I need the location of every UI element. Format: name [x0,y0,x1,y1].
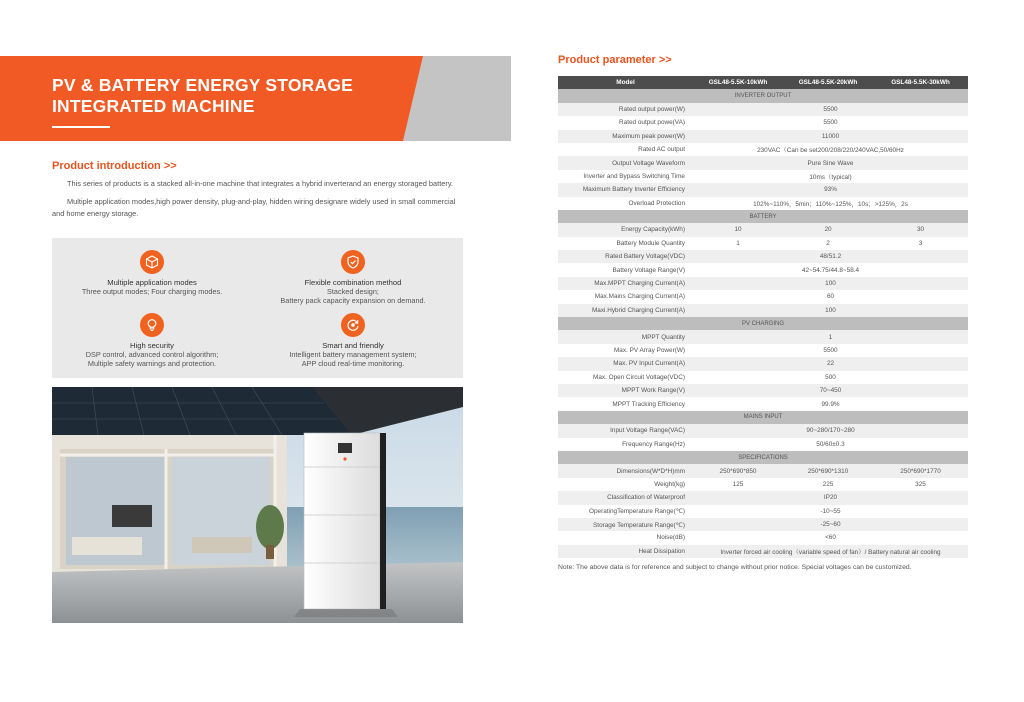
parameter-label: Rated AC output [558,143,693,156]
parameter-label: Max. Open Circuit Voltage(VDC) [558,371,693,384]
table-row [558,130,968,143]
parameter-value: 5500 [693,344,968,357]
feature-desc: DSP control, advanced control algorithm; [85,350,219,359]
parameter-value: 325 [873,478,968,491]
table-row [558,397,968,410]
feature-desc: Intelligent battery management system; [289,350,417,359]
parameter-value: 11000 [693,130,968,143]
category-label: BATTERY [558,210,968,223]
parameter-label: Weight(kg) [558,478,693,491]
parameter-value: 22 [693,357,968,370]
category-row [558,317,968,330]
parameter-label: Rated Battery Voltage(VDC) [558,250,693,263]
parameter-value: Inverter forced air cooling（variable speed of fan）/ Battery natural air cooling [693,545,968,558]
table-header-row [558,76,968,89]
product-photo [52,387,463,623]
parameter-value: <60 [693,531,968,544]
parameter-label: Maximum Battery Inverter Efficiency [558,183,693,196]
parameter-label: MPPT Quantity [558,330,693,343]
house-scene-illustration [52,387,463,623]
parameter-value: 50/60±0.3 [693,438,968,451]
parameter-value: 1 [693,237,783,250]
intro-text [52,178,464,220]
parameter-label: OperatingTemperature Range(℃) [558,505,693,518]
intro-paragraph-2: Multiple application modes,high power density, plug-and-play, hidden wiring designare widely used in small commercial and home energy storage. [52,197,456,218]
parameter-value: 99.9% [693,397,968,410]
product-parameter-table [558,76,968,558]
table-row [558,384,968,397]
table-row [558,250,968,263]
parameter-label: Frequency Range(Hz) [558,438,693,451]
column-header: GSL48-5.5K-30kWh [873,76,968,89]
parameter-label: Rated output power(W) [558,103,693,116]
parameter-value: 60 [693,290,968,303]
refresh-gear-icon [341,313,365,337]
parameter-value: 3 [873,237,968,250]
parameter-value: 250*690*1770 [873,464,968,477]
table-row [558,438,968,451]
parameter-value: 93% [693,183,968,196]
table-row [558,531,968,544]
parameter-value: -10~55 [693,505,968,518]
parameter-label: MPPT Work Range(V) [558,384,693,397]
feature-item [248,250,458,305]
parameter-label: Maximum peak power(W) [558,130,693,143]
parameter-value: 100 [693,277,968,290]
feature-desc: Three output modes; Four charging modes. [81,287,223,296]
parameter-label: Max. PV Input Current(A) [558,357,693,370]
parameter-label: Storage Temperature Range(℃) [558,518,693,531]
parameter-value: 230VAC（Can be set200/208/220/240VAC,50/60Hz [693,143,968,156]
lightbulb-icon [140,313,164,337]
table-row [558,357,968,370]
table-row [558,197,968,210]
intro-paragraph-1: This series of products is a stacked all-in-one machine that integrates a hybrid inverterand an energy storaged battery. [67,179,454,188]
category-row [558,411,968,424]
parameter-label: Max.Mains Charging Current(A) [558,290,693,303]
feature-desc: APP cloud real-time monitoring. [301,359,405,368]
category-label: PV CHARGING [558,317,968,330]
parameter-value: 90~280/170~280 [693,424,968,437]
table-row [558,464,968,477]
parameter-value: 250*690*1310 [783,464,873,477]
category-row [558,210,968,223]
parameter-label: Output Voltage Waveform [558,156,693,169]
parameter-label: Rated output powe(VA) [558,116,693,129]
page-title-line1: PV & BATTERY ENERGY STORAGE [52,75,354,95]
parameter-label: Noise(dB) [558,531,693,544]
parameter-value: 500 [693,371,968,384]
feature-panel [52,238,463,378]
parameter-value: -25~60 [693,518,968,531]
table-row [558,518,968,531]
feature-desc: Multiple safety warnings and protection. [87,359,217,368]
table-row [558,237,968,250]
table-row [558,304,968,317]
title-underline [52,126,110,128]
parameter-label: Max. PV Array Power(W) [558,344,693,357]
parameter-label: Battery Module Quantity [558,237,693,250]
feature-item [248,313,458,368]
table-row [558,505,968,518]
parameter-value: 100 [693,304,968,317]
parameter-value: 30 [873,223,968,236]
parameter-label: Input Voltage Range(VAC) [558,424,693,437]
category-row [558,89,968,102]
table-row [558,116,968,129]
category-label: MAINS INPUT [558,411,968,424]
parameter-value: 225 [783,478,873,491]
params-heading: Product parameter >> [558,54,672,66]
parameter-label: Classification of Waterproof [558,491,693,504]
parameter-value: 125 [693,478,783,491]
parameter-label: Dimensions(W*D*H)mm [558,464,693,477]
parameter-value: 10 [693,223,783,236]
parameter-value: 1 [693,330,968,343]
table-row [558,103,968,116]
table-row [558,330,968,343]
column-header: GSL48-5.5K-20kWh [783,76,873,89]
parameter-label: Energy Capacity(kWh) [558,223,693,236]
parameter-value: 102%~110%，5min；110%~125%，10s；>125%，2s [693,197,968,210]
table-row [558,478,968,491]
category-label: INVERTER OUTPUT [558,89,968,102]
parameter-value: 42~54.75/44.8~58.4 [693,263,968,276]
shield-icon [341,250,365,274]
table-row [558,424,968,437]
parameter-label: Battery Voltage Range(V) [558,263,693,276]
cube-icon [140,250,164,274]
parameter-value: Pure Sine Wave [693,156,968,169]
feature-item [52,250,252,296]
category-row [558,451,968,464]
page-title-line2: INTEGRATED MACHINE [52,96,255,116]
parameter-value: 70~450 [693,384,968,397]
parameter-label: Maxi.Hybrid Charging Current(A) [558,304,693,317]
feature-title: Multiple application modes [107,278,197,287]
table-row [558,143,968,156]
table-row [558,545,968,558]
parameter-value: 10ms（typical) [693,170,968,183]
parameter-value: 20 [783,223,873,236]
parameter-label: Inverter and Bypass Switching Time [558,170,693,183]
parameter-value: 48/51.2 [693,250,968,263]
column-header: GSL48-5.5K-10kWh [693,76,783,89]
table-row [558,290,968,303]
feature-title: Smart and friendly [322,341,384,350]
parameter-value: 2 [783,237,873,250]
parameter-label: Heat Dissipation [558,545,693,558]
feature-title: High security [130,341,174,350]
parameter-value: 5500 [693,116,968,129]
table-row [558,183,968,196]
feature-item [52,313,252,368]
page-title [52,75,353,117]
table-row [558,170,968,183]
intro-heading: Product introduction >> [52,160,177,172]
table-row [558,277,968,290]
parameter-value: 250*690*850 [693,464,783,477]
table-row [558,223,968,236]
parameter-label: Max.MPPT Charging Current(A) [558,277,693,290]
feature-desc: Stacked design; [327,287,379,296]
parameter-value: 5500 [693,103,968,116]
table-row [558,371,968,384]
parameter-value: IP20 [693,491,968,504]
table-row [558,344,968,357]
table-row [558,491,968,504]
disclaimer-note: Note: The above data is for reference and subject to change without prior notice. Special voltages can be customized. [558,564,912,571]
parameter-label: Overload Protection [558,197,693,210]
table-row [558,156,968,169]
feature-desc: Battery pack capacity expansion on demand. [280,296,426,305]
table-row [558,263,968,276]
feature-title: Flexible combination method [304,278,402,287]
category-label: SPECIFICATIONS [558,451,968,464]
column-header: Model [558,76,693,89]
parameter-label: MPPT Tracking Efficiency [558,397,693,410]
